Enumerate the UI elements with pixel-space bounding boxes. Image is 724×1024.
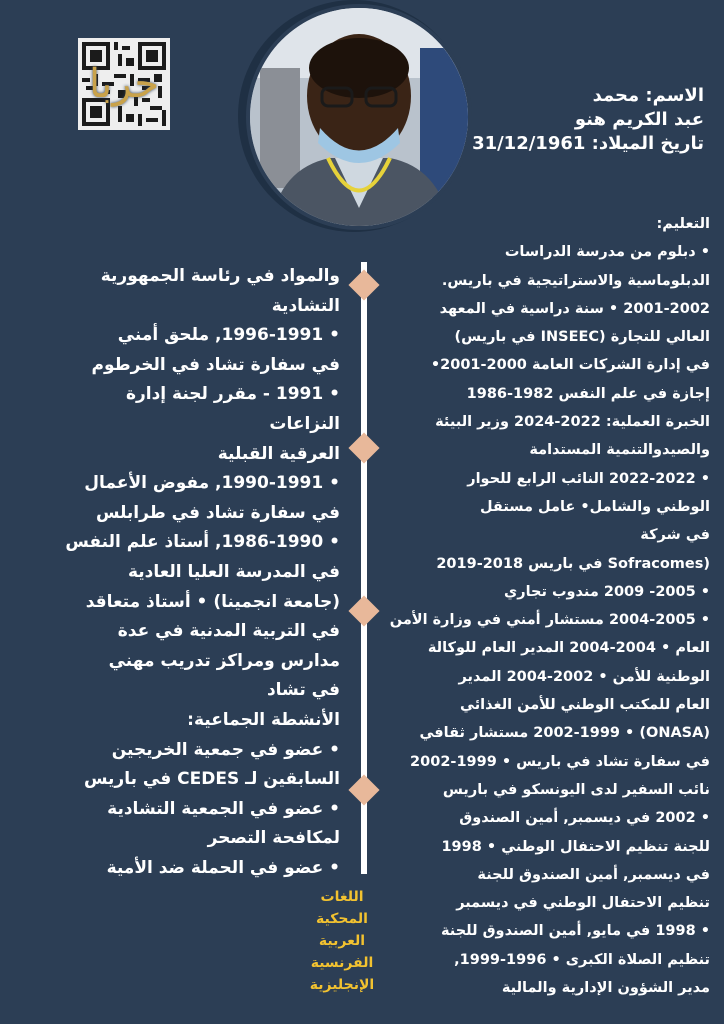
text-line: الوطني والشامل• عامل مستقل: [479, 498, 710, 515]
text-line: والمواد في رئاسة الجمهورية: [100, 266, 340, 286]
name-line-1: الاسم: محمد: [592, 85, 704, 106]
text-line: للجنة تنظيم الاحتفال الوطني • 1998: [441, 838, 710, 855]
text-line: تنظيم الصلاة الكبرى • 1996-1999,: [454, 951, 710, 968]
qr-code: [78, 38, 170, 130]
text-line: • 1996-1991, ملحق أمني: [117, 325, 340, 346]
text-line: العام • 2004-2004 المدير العام للوكالة: [427, 640, 710, 657]
text-line: 2001-2002 • سنة دراسية في المعهد: [439, 300, 710, 317]
text-line: • عضو في الجمعية التشادية: [107, 798, 340, 819]
birth-date: تاريخ الميلاد: 31/12/1961: [472, 133, 704, 154]
text-line: (جامعة انجمينا) • أستاذ متعاقد: [85, 591, 340, 612]
text-line: في سفارة تشاد في الخرطوم: [91, 354, 340, 375]
text-line: السابقين لـ CEDES في باريس: [84, 769, 340, 790]
text-line: إجازة في علم النفس 1982-1986: [466, 385, 710, 402]
timeline-diamond: [348, 595, 379, 626]
text-line: في ديسمبر, أمين الصندوق للجنة: [477, 866, 710, 883]
timeline-diamond: [348, 269, 379, 300]
timeline-diamond: [348, 774, 379, 805]
timeline-diamond: [348, 432, 379, 463]
text-line: الأنشطة الجماعية:: [187, 709, 340, 730]
text-line: • 1998 في مايو, أمين الصندوق للجنة: [441, 923, 710, 940]
text-line: مدارس ومراكز تدريب مهني: [108, 650, 340, 671]
text-line: التعليم:: [656, 216, 710, 232]
text-line: لمكافحة التصحر: [207, 828, 340, 849]
language-item: المحكية: [316, 911, 368, 927]
text-line: • 2022-2022 النائب الرابع للحوار: [467, 470, 710, 487]
left-column-text: [58, 262, 340, 883]
text-line: نائب السفير لدى اليونسكو في باريس: [442, 781, 710, 798]
text-line: • 2005- 2009 مندوب تجاري: [503, 583, 710, 600]
text-line: الدبلوماسية والاستراتيجية في باريس.: [441, 272, 710, 289]
name-line-2: عبد الكريم هنو: [574, 109, 704, 130]
text-line: العرقية القبلية: [217, 443, 340, 464]
bio-header: [454, 84, 704, 156]
text-line: في التربية المدنية في عدة: [117, 621, 340, 642]
languages-list: [294, 886, 390, 996]
right-column-text: [384, 210, 710, 1002]
language-item: العربية: [318, 933, 366, 949]
text-line: • 1986-1990, أستاذ علم النفس: [65, 532, 340, 553]
text-line: • 2004-2005 مستشار أمني في وزارة الأمن: [389, 612, 710, 629]
text-line: (Sofracomes في باريس 2018-2019: [436, 555, 710, 572]
text-line: العام للمكتب الوطني للأمن الغذائي: [460, 697, 710, 714]
portrait-photo: [246, 4, 472, 230]
language-item: الفرنسية: [310, 955, 374, 971]
text-line: الخبرة العملية: 2022-2024 وزير البيئة: [435, 414, 710, 431]
text-line: مدير الشؤون الإدارية والمالية: [501, 980, 710, 997]
text-line: • 2002 في ديسمبر, أمين الصندوق: [459, 810, 710, 827]
text-line: • 1991 - مقرر لجنة إدارة النزاعات: [125, 384, 340, 434]
text-line: تنظيم الاحتفال الوطني في ديسمبر: [456, 895, 710, 912]
text-line: العالي للتجارة (INSEEC في باريس): [454, 329, 710, 346]
text-line: في سفارة تشاد في باريس • 1999-2002: [410, 753, 710, 770]
logo-calligraphy: حربا: [88, 61, 160, 107]
language-item: الإنجليزية: [309, 977, 375, 993]
text-line: • عضو في الحملة ضد الأمية: [106, 857, 340, 878]
languages-heading: اللغات: [320, 889, 364, 905]
text-line: • عضو في جمعية الخريجين: [111, 739, 340, 760]
text-line: في المدرسة العليا العادية: [127, 561, 340, 582]
text-line: في سفارة تشاد في طرابلس: [95, 502, 340, 523]
text-line: في إدارة الشركات العامة 2000-2001•: [430, 357, 710, 374]
text-line: (ONASA) • 2002-1999 مستشار ثقافي: [419, 725, 710, 742]
text-line: • 1990-1991, مفوض الأعمال: [84, 473, 340, 494]
text-line: والصيدوالتنمية المستدامة: [529, 442, 710, 459]
text-line: في تشاد: [266, 680, 340, 701]
text-line: الوطنية للأمن • 2002-2004 المدير: [458, 668, 710, 685]
text-line: • دبلوم من مدرسة الدراسات: [504, 244, 710, 261]
text-line: في شركة: [640, 527, 710, 544]
text-line: التشادية: [271, 295, 340, 316]
